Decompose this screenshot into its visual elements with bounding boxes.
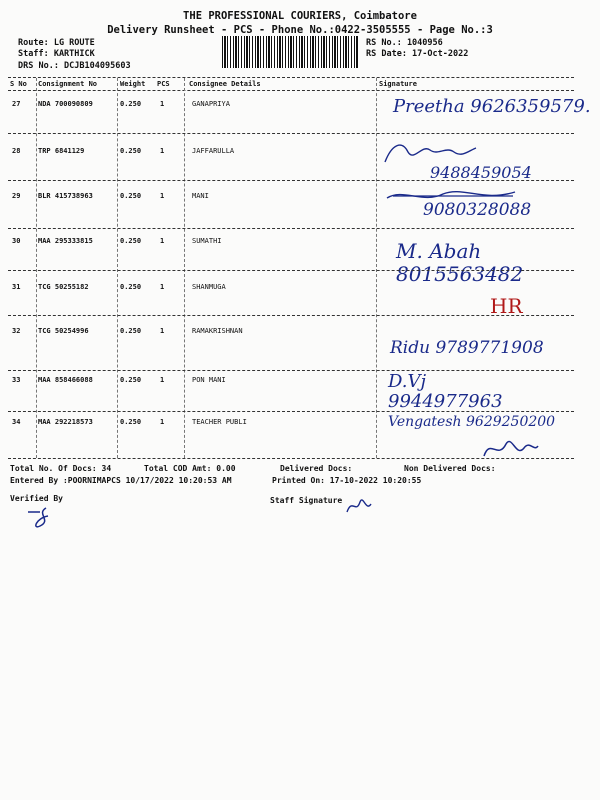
row-consignment-no: TCG 50255182 (38, 283, 89, 291)
column-divider (36, 78, 37, 458)
runsheet-title: Delivery Runsheet - PCS - Phone No.:0422-3505555 - Page No.:3 (107, 24, 493, 36)
row-divider (8, 370, 574, 371)
row-pcs: 1 (160, 100, 165, 108)
row-consignment-no: NDA 700090809 (38, 100, 93, 108)
barcode (222, 36, 358, 68)
row-sno: 27 (12, 100, 21, 108)
row-pcs: 1 (160, 147, 165, 155)
row-sno: 28 (12, 147, 21, 155)
row-signature: 9488459054 (430, 163, 532, 182)
row-weight: 0.250 (120, 147, 142, 155)
row-consignment-no: TCG 50254996 (38, 327, 89, 335)
row-consignee: JAFFARULLA (192, 147, 235, 155)
row-pcs: 1 (160, 376, 165, 384)
row-sno: 33 (12, 376, 21, 384)
row-signature: Vengatesh 9629250200 (388, 414, 556, 430)
staff-signature-mark (344, 494, 374, 518)
row-consignee: MANI (192, 192, 209, 200)
row-consignee: RAMAKRISHNAN (192, 327, 243, 335)
col-header-consignment: Consignment No (38, 80, 98, 88)
staff-label: Staff: KARTHICK (18, 49, 95, 59)
table-header-rule (8, 90, 574, 91)
route-label: Route: LG ROUTE (18, 38, 95, 48)
row-signature: M. Abah 8015563482 (396, 239, 524, 286)
column-divider (376, 78, 377, 458)
row-consignee: SUMATHI (192, 237, 222, 245)
row-consignee: TEACHER PUBLI (192, 418, 247, 426)
row-divider (8, 133, 574, 134)
row-weight: 0.250 (120, 327, 142, 335)
row-weight: 0.250 (120, 237, 142, 245)
row-weight: 0.250 (120, 283, 142, 291)
total-docs: Total No. Of Docs: 34 (10, 464, 112, 473)
row-pcs: 1 (160, 418, 165, 426)
non-delivered-docs: Non Delivered Docs: (404, 464, 496, 473)
row-divider (8, 228, 574, 229)
row-pcs: 1 (160, 192, 165, 200)
row-pcs: 1 (160, 237, 165, 245)
row-weight: 0.250 (120, 192, 142, 200)
row-consignee: SHANMUGA (192, 283, 226, 291)
table-bottom-rule (8, 458, 574, 459)
row-signature: 9080328088 (423, 200, 532, 220)
total-cod: Total COD Amt: 0.00 (144, 464, 236, 473)
row-sno: 32 (12, 327, 21, 335)
row-weight: 0.250 (120, 376, 142, 384)
row-consignee: PON MANI (192, 376, 226, 384)
row-consignment-no: MAA 295333815 (38, 237, 93, 245)
col-header-signature: Signature (379, 80, 417, 88)
company-title: THE PROFESSIONAL COURIERS, Coimbatore (183, 10, 417, 22)
rs-number: RS No.: 1040956 (366, 38, 443, 48)
row-divider (8, 270, 574, 271)
col-header-weight: Weight (120, 80, 146, 88)
delivered-docs: Delivered Docs: (280, 464, 353, 473)
row-signature: HR (490, 294, 523, 318)
verified-signature-mark (22, 504, 62, 530)
col-header-consignee: Consignee Details (189, 80, 261, 88)
rs-date: RS Date: 17-Oct-2022 (366, 49, 469, 59)
row-consignment-no: MAA 858466088 (38, 376, 93, 384)
row-sno: 29 (12, 192, 21, 200)
row-sno: 30 (12, 237, 21, 245)
col-header-pcs: PCS (157, 80, 170, 88)
row-sno: 31 (12, 283, 21, 291)
row-divider (8, 180, 574, 181)
staff-signature-label: Staff Signature (270, 496, 343, 505)
drs-number: DRS No.: DCJB104095603 (18, 61, 131, 71)
entered-by: Entered By :POORNIMAPCS 10/17/2022 10:20:53 AM (10, 476, 232, 485)
row-consignment-no: TRP 6841129 (38, 147, 85, 155)
table-top-rule (8, 77, 574, 78)
row-divider (8, 411, 574, 412)
row-weight: 0.250 (120, 100, 142, 108)
row-pcs: 1 (160, 283, 165, 291)
row-sno: 34 (12, 418, 21, 426)
row-pcs: 1 (160, 327, 165, 335)
column-divider (184, 78, 185, 458)
row-signature: Preetha 9626359579. (393, 96, 591, 117)
row-divider (8, 315, 574, 316)
row-consignment-no: BLR 415738963 (38, 192, 93, 200)
row-weight: 0.250 (120, 418, 142, 426)
row-consignee: GANAPRIYA (192, 100, 230, 108)
verified-by-label: Verified By (10, 494, 63, 503)
row-consignment-no: MAA 292218573 (38, 418, 93, 426)
printed-on: Printed On: 17-10-2022 10:20:55 (272, 476, 422, 485)
row-signature: Ridu 9789771908 (390, 338, 544, 358)
row-signature: D.Vj 9944977963 (388, 371, 503, 412)
column-divider (117, 78, 118, 458)
col-header-sno: S No (10, 80, 27, 88)
